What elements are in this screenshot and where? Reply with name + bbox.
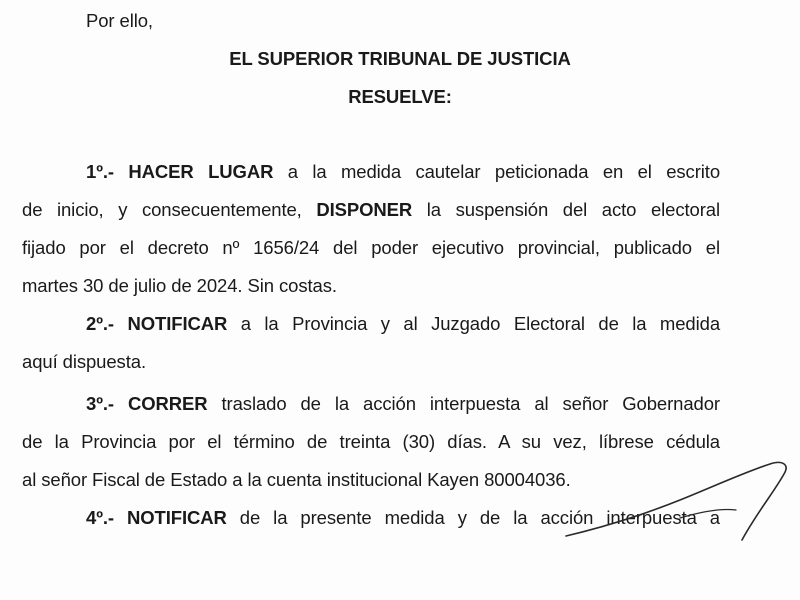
- resolution-1-text: a la medida cautelar peticionada en el escrito: [273, 161, 721, 182]
- resolution-1-line-4: martes 30 de julio de 2024. Sin costas.: [22, 275, 337, 296]
- resolution-1-line-1: [86, 160, 720, 184]
- resolution-3-text: traslado de la acción interpuesta al señor Gobernador: [207, 393, 720, 414]
- resolution-2-line-1: [86, 312, 720, 336]
- court-heading: EL SUPERIOR TRIBUNAL DE JUSTICIA: [229, 48, 571, 69]
- resolution-3-number: 3º.-: [86, 393, 114, 414]
- resolution-1-number: 1º.-: [86, 161, 114, 182]
- resolution-1-action-2: DISPONER: [316, 199, 413, 220]
- resolution-3-line-3: al señor Fiscal de Estado a la cuenta institucional Kayen 80004036.: [22, 469, 571, 490]
- resolution-2-line-2: aquí dispuesta.: [22, 351, 146, 372]
- resolution-4-text: de la presente medida y de la acción interpuesta a: [226, 507, 720, 528]
- resolution-1-action: HACER LUGAR: [128, 161, 274, 182]
- resolution-2-text: a la Provincia y al Juzgado Electoral de la medida: [227, 313, 721, 334]
- resolution-4-action: NOTIFICAR: [126, 507, 227, 528]
- resolution-3-action: CORRER: [127, 393, 208, 414]
- resolution-2-action: NOTIFICAR: [127, 313, 228, 334]
- resolve-heading: RESUELVE:: [348, 86, 452, 107]
- resolution-1-line-2-pre: de inicio, y consecuentemente,: [22, 199, 317, 220]
- resolution-3-line-1: [86, 392, 720, 416]
- resolution-2-number: 2º.-: [86, 313, 114, 334]
- signature-stroke: [560, 458, 800, 558]
- opening-line: Por ello,: [86, 10, 153, 31]
- resolution-3-line-2: de la Provincia por el término de treinta (30) días. A su vez, líbrese cédula: [22, 431, 720, 452]
- resolution-1-line-3: fijado por el decreto nº 1656/24 del poder ejecutivo provincial, publicado el: [22, 237, 720, 258]
- resolution-1-line-2: [22, 198, 720, 222]
- resolution-1-line-2-post: la suspensión del acto electoral: [412, 199, 720, 220]
- resolution-4-number: 4º.-: [86, 507, 114, 528]
